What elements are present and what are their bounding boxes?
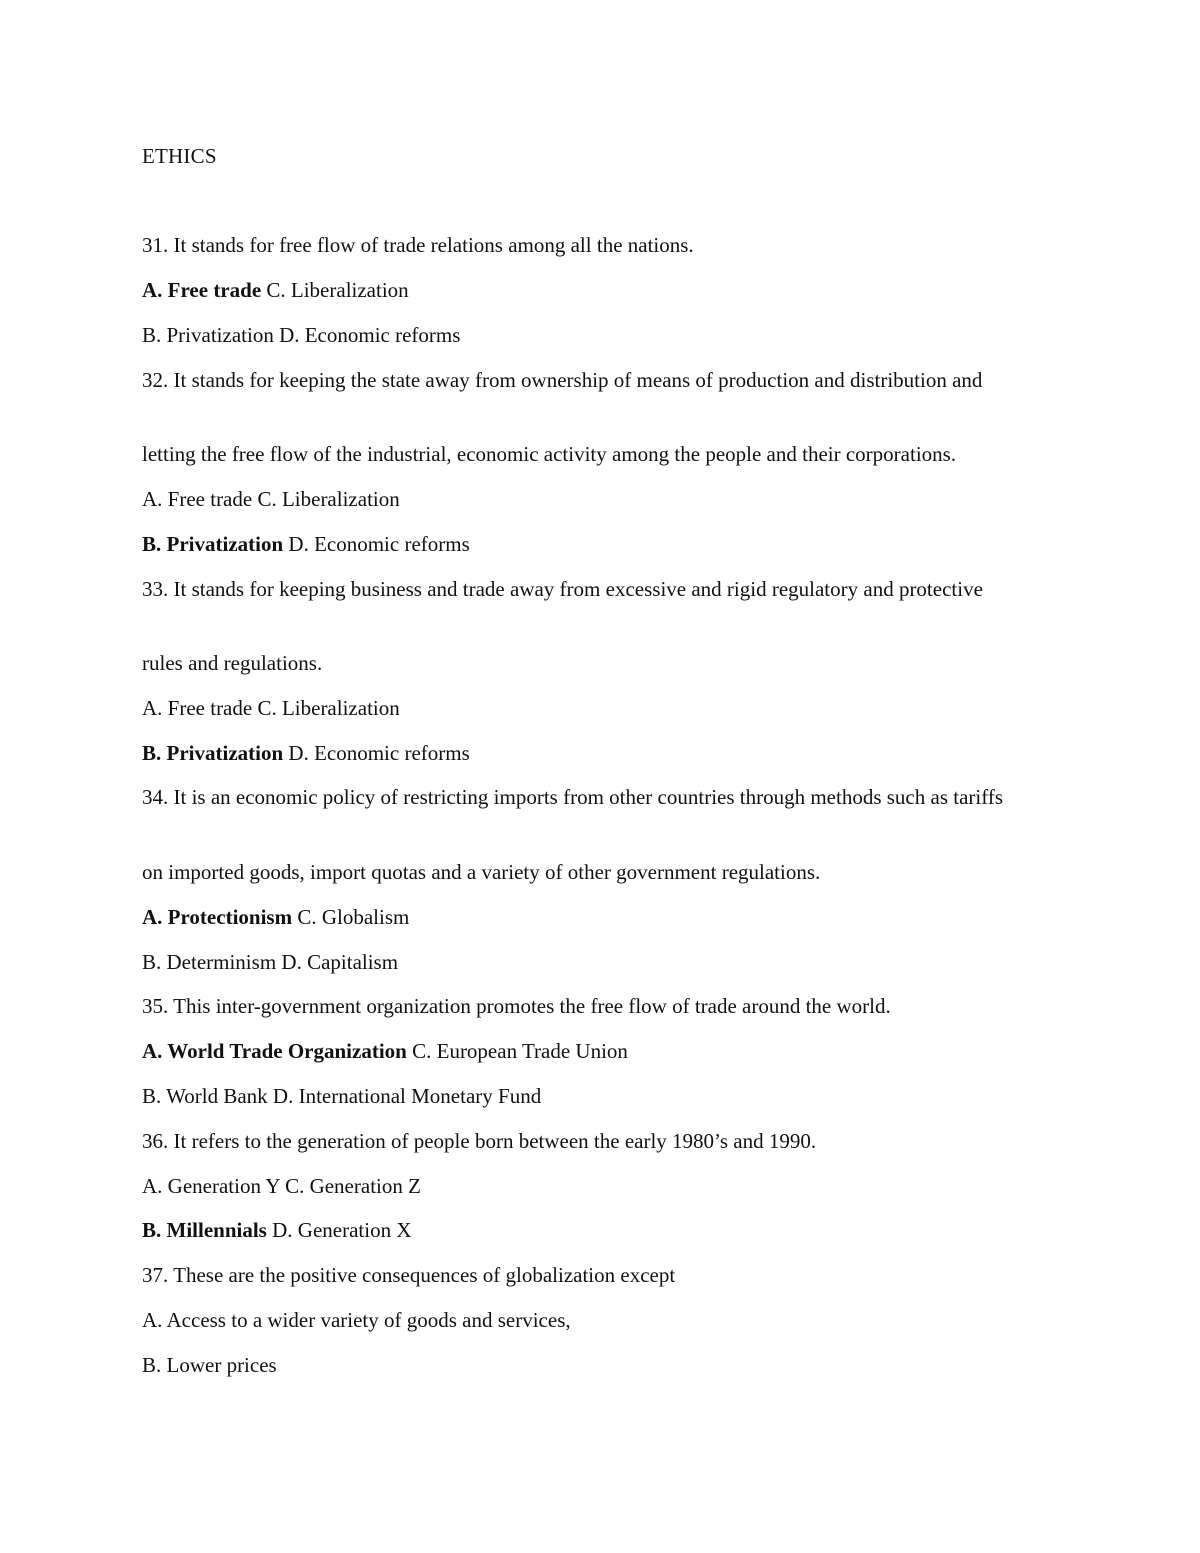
option-text: A. Free trade C. Liberalization xyxy=(142,487,400,511)
question-33-options-row-1 xyxy=(142,694,400,722)
question-37-options-row-1 xyxy=(142,1306,571,1334)
answer-highlight: B. Privatization xyxy=(142,741,284,765)
question-35-options-row-2 xyxy=(142,1082,541,1110)
question-34-options-row-1 xyxy=(142,903,409,931)
question-32-options-row-2 xyxy=(142,530,470,558)
option-text: A. Generation Y C. Generation Z xyxy=(142,1174,421,1198)
question-33-stem-line-2: rules and regulations. xyxy=(142,651,323,675)
answer-highlight: A. Free trade xyxy=(142,278,262,302)
question-32-stem-line-1: 32. It stands for keeping the state away from ownership of means of production and distribution and xyxy=(142,368,983,392)
question-35-options-row-1 xyxy=(142,1037,628,1065)
question-31-options-row-1 xyxy=(142,276,409,304)
option-text: C. European Trade Union xyxy=(406,1039,628,1063)
option-text: A. Free trade C. Liberalization xyxy=(142,696,400,720)
answer-highlight: A. World Trade Organization xyxy=(142,1039,407,1063)
option-text: B. Lower prices xyxy=(142,1353,277,1377)
question-37-options-row-2 xyxy=(142,1351,277,1379)
answer-highlight: B. Millennials xyxy=(142,1218,267,1242)
option-text: D. Economic reforms xyxy=(283,741,470,765)
question-31-options-row-2 xyxy=(142,321,460,349)
question-36-options-row-2 xyxy=(142,1216,411,1244)
option-text: C. Globalism xyxy=(292,905,410,929)
question-32-stem-line-2: letting the free flow of the industrial, economic activity among the people and their corporations. xyxy=(142,442,957,466)
option-text: B. Privatization D. Economic reforms xyxy=(142,323,461,347)
answer-highlight: A. Protectionism xyxy=(142,905,293,929)
question-36-options-row-1 xyxy=(142,1172,421,1200)
question-36-stem: 36. It refers to the generation of people born between the early 1980’s and 1990. xyxy=(142,1129,817,1153)
question-34-stem-line-1: 34. It is an economic policy of restricting imports from other countries through methods such as tariffs xyxy=(142,785,1004,809)
option-text: C. Liberalization xyxy=(261,278,409,302)
option-text: B. Determinism D. Capitalism xyxy=(142,950,399,974)
question-32-options-row-1 xyxy=(142,485,400,513)
question-34-options-row-2 xyxy=(142,948,398,976)
document-title: ETHICS xyxy=(142,144,217,168)
question-34-stem-line-2: on imported goods, import quotas and a variety of other government regulations. xyxy=(142,860,821,884)
question-33-options-row-2 xyxy=(142,739,470,767)
question-35-stem: 35. This inter-government organization promotes the free flow of trade around the world. xyxy=(142,994,891,1018)
option-text: D. Economic reforms xyxy=(283,532,470,556)
question-33-stem-line-1: 33. It stands for keeping business and trade away from excessive and rigid regulatory and protective xyxy=(142,577,983,601)
option-text: A. Access to a wider variety of goods and services, xyxy=(142,1308,571,1332)
question-31-stem: 31. It stands for free flow of trade relations among all the nations. xyxy=(142,233,694,257)
option-text: B. World Bank D. International Monetary Fund xyxy=(142,1084,542,1108)
option-text: D. Generation X xyxy=(266,1218,412,1242)
question-37-stem: 37. These are the positive consequences of globalization except xyxy=(142,1263,676,1287)
answer-highlight: B. Privatization xyxy=(142,532,284,556)
